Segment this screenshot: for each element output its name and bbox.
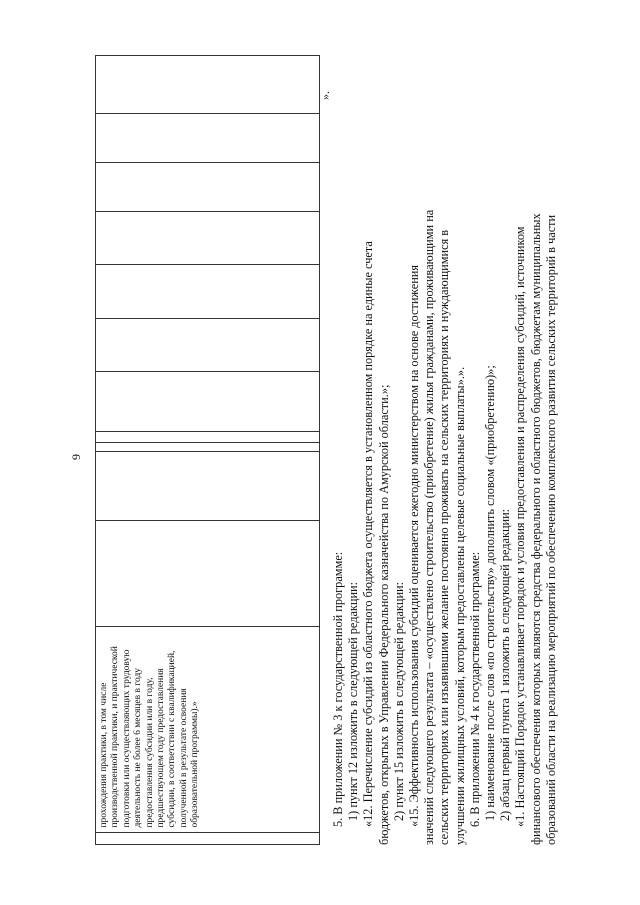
page-number: 9 — [69, 454, 83, 460]
closing-quote-mark: ». — [318, 91, 332, 100]
paragraph: «1. Настоящий Порядок устанавливает порядок и условия предоставления и распределения субсидий, источником — [513, 226, 528, 827]
paragraph: «12. Перечисление субсидий из областного бюджета осуществляется в установленном порядке на единые счета — [361, 241, 376, 827]
paragraph: 5. В приложении № 3 к государственной программе: — [331, 551, 345, 827]
table-cell-empty — [96, 372, 320, 432]
table-cell-empty — [96, 56, 320, 114]
table-cell-empty — [96, 318, 320, 372]
body-text — [331, 70, 559, 845]
paragraph: 2) абзац первый пункта 1 изложить в следующей редакции: — [498, 508, 513, 821]
paragraph-continuation: бюджетов, открытых в Управлении Федерального казначейства по Амурской области.»; — [376, 384, 391, 845]
table-cell-empty — [96, 832, 320, 844]
rotated-landscape-content — [69, 55, 595, 845]
paragraph: «15. Эффективность использования субсидий оценивается ежегодно министерством на основе достижения — [407, 264, 422, 827]
table-cell-empty — [96, 265, 320, 319]
paragraph: 1) наименование после слов «по строительству» дополнить словом «(приобретению)»; — [483, 365, 498, 821]
table-cell-description — [96, 627, 320, 832]
table-cell-empty — [96, 432, 320, 443]
paragraph-continuation: сельских территориях или изъявившими желание постоянно проживать на сельских территориях и нуждающимися в — [437, 229, 452, 845]
table-cell-empty — [96, 114, 320, 163]
continuation-table — [95, 55, 320, 845]
paragraph: 1) пункт 12 изложить в следующей редакции: — [346, 581, 361, 821]
table-cell-empty — [96, 451, 320, 521]
paragraph-continuation: значений следующего результата – «осуществлено строительство (приобретение) жилья гражданами, проживающими на — [422, 209, 437, 845]
table-cell-text: прохождения практики, в том числе производственной практики, и практической подготовки или осуществляющих трудовую деятельность не более 6 месяцев в году предоставления субсидии или в году, предшествующем году предоставления субсидии, в соответствии с квалификацией, полученной в результате освоения образовательной программы).» — [99, 646, 201, 828]
paragraph-continuation: улучшении жилищных условий, которым предоставлены целевые социальные выплаты».». — [452, 366, 467, 845]
table-cell-empty — [96, 211, 320, 265]
paragraph: 2) пункт 15 изложить в следующей редакции: — [391, 581, 406, 821]
paragraph-continuation: образований области на реализацию мероприятий по обеспечению комплексного развития сельских территорий в части — [543, 214, 558, 845]
paragraph-continuation: финансового обеспечения которых являются средства федерального и областного бюджетов, бюджетам муниципальных — [528, 213, 543, 845]
table-cell-empty — [96, 443, 320, 452]
paragraph: 6. В приложении № 4 к государственной программе: — [467, 551, 482, 827]
table-cell-empty — [96, 521, 320, 627]
table-cell-empty — [96, 163, 320, 212]
